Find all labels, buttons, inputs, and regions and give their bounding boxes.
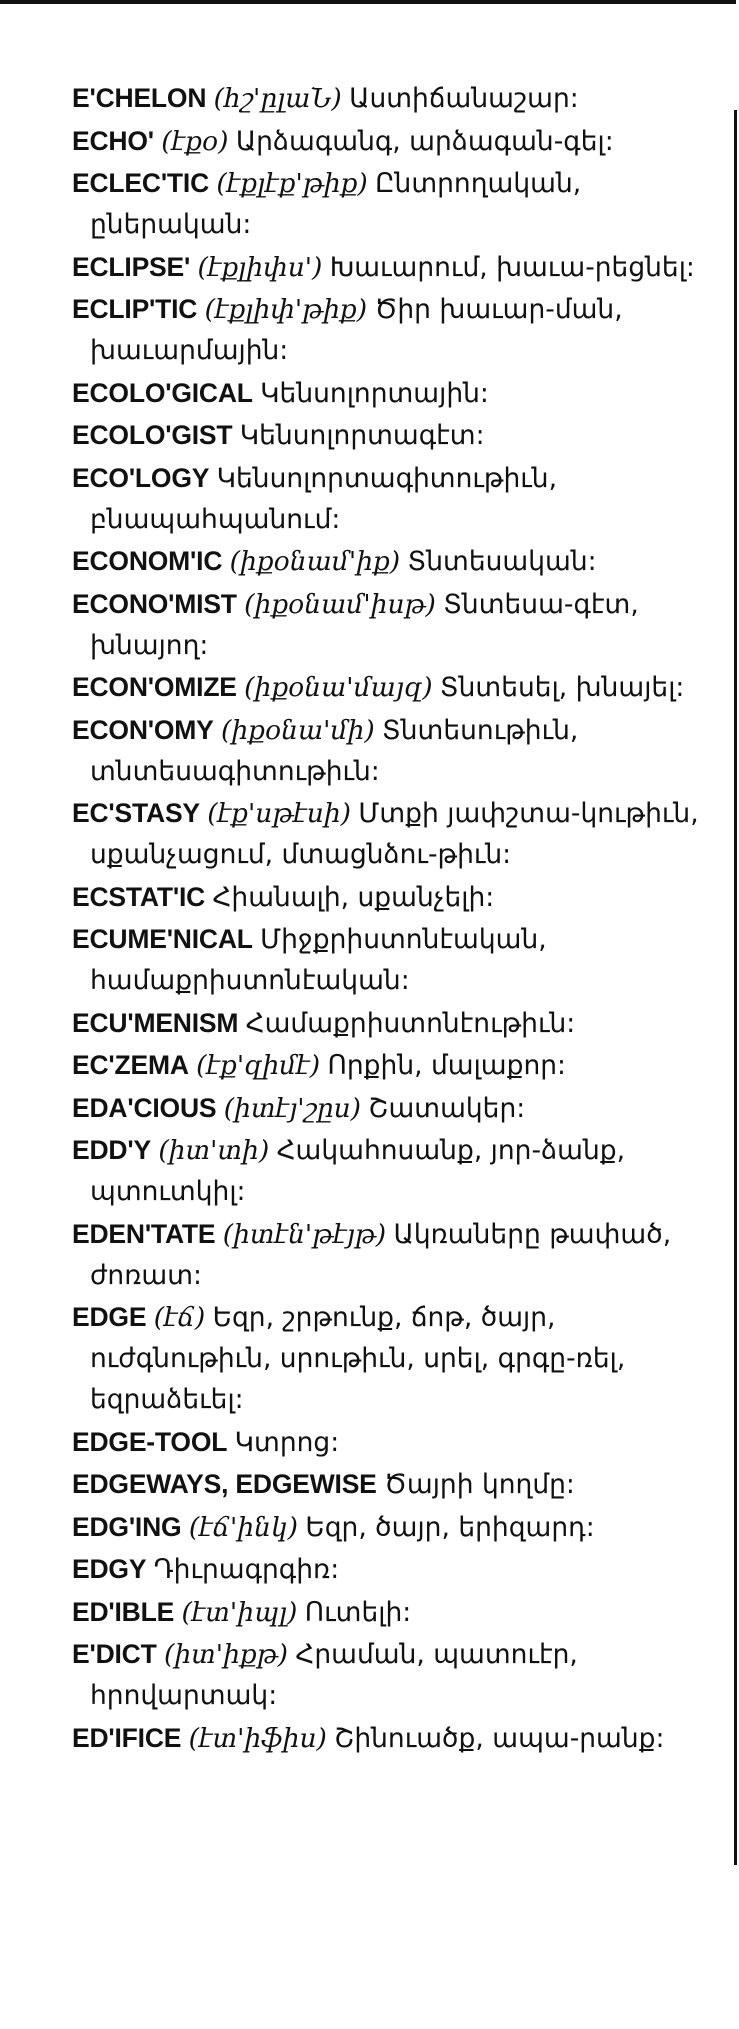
dictionary-entry bbox=[72, 458, 722, 540]
dictionary-entry bbox=[72, 919, 722, 1001]
pronunciation: (իտէյ'շըս) bbox=[223, 1092, 362, 1124]
definition: Կենսոլորտագիտութիւն, բնապահպանում: bbox=[90, 462, 558, 535]
definition: Հիանալի, սքանչելի: bbox=[212, 881, 495, 913]
pronunciation: (էք'զիմէ) bbox=[196, 1050, 321, 1081]
pronunciation: (իտէն'թէյթ) bbox=[222, 1218, 387, 1250]
headword: EDGE bbox=[72, 1302, 147, 1332]
definition: Ընտրողական, ըներական: bbox=[90, 168, 582, 240]
pronunciation: (իքօնամ'իսթ) bbox=[244, 588, 436, 620]
headword: EC'STASY bbox=[72, 798, 200, 828]
pronunciation: (էտ'իպլ) bbox=[181, 1596, 298, 1628]
dictionary-entry bbox=[72, 121, 722, 162]
definition: Համաքրիստոնէութիւն: bbox=[245, 1007, 576, 1039]
dictionary-entry bbox=[72, 289, 722, 371]
pronunciation: (հշ'ըլաՆ) bbox=[213, 83, 342, 114]
dictionary-entry bbox=[72, 541, 722, 582]
definition: Կտրոց: bbox=[234, 1426, 340, 1458]
dictionary-entry bbox=[72, 793, 722, 875]
headword: ECON'OMY bbox=[72, 714, 214, 745]
dictionary-entry bbox=[72, 1088, 722, 1129]
dictionary-entry bbox=[72, 1549, 722, 1590]
headword: ECU'MENISM bbox=[72, 1007, 239, 1038]
headword: ED'IBLE bbox=[72, 1596, 175, 1627]
dictionary-entry bbox=[72, 710, 722, 792]
dictionary-entry bbox=[72, 1634, 722, 1716]
definition: Շատակեր: bbox=[368, 1092, 526, 1124]
definition: Որքին, մալաքոր: bbox=[327, 1050, 566, 1081]
headword: ECLIP'TIC bbox=[72, 294, 198, 324]
pronunciation: (իքօնա'մայզ) bbox=[244, 672, 433, 703]
definition: Ակռաները թափած, ժոռատ: bbox=[90, 1218, 672, 1291]
definition: Շինուածք, ապա-րանք: bbox=[334, 1722, 665, 1754]
definition: Տնտեսա-գէտ, խնայող: bbox=[90, 588, 639, 661]
dictionary-entry bbox=[72, 373, 722, 414]
pronunciation: (էքլիփս') bbox=[197, 251, 323, 283]
definition: Հակահոսանք, յոր-ձանք, պտուտկիլ: bbox=[90, 1135, 626, 1207]
headword: ECOLO'GICAL bbox=[72, 377, 253, 408]
dictionary-entry bbox=[72, 1003, 722, 1044]
dictionary-entry bbox=[72, 1464, 722, 1505]
pronunciation: (իքօնամ'իք) bbox=[229, 546, 401, 577]
dictionary-entry bbox=[72, 163, 722, 245]
dictionary-entry bbox=[72, 1130, 722, 1212]
definition: Ծիր խաւար-ման, խաւարմային: bbox=[90, 294, 623, 366]
headword: EDEN'TATE bbox=[72, 1218, 216, 1249]
definition: Արձագանգ, արձագան-գել: bbox=[235, 125, 614, 157]
headword: ECOLO'GIST bbox=[72, 420, 233, 450]
pronunciation: (իտ'իքթ) bbox=[163, 1639, 289, 1670]
dictionary-entry bbox=[72, 1045, 722, 1086]
pronunciation: (էքլէք'թիք) bbox=[216, 168, 368, 199]
definition: Միջքրիստոնէական, համաքրիստոնէական: bbox=[90, 924, 547, 996]
dictionary-entries bbox=[72, 78, 722, 1760]
dictionary-entry bbox=[72, 1214, 722, 1296]
headword: E'DICT bbox=[72, 1639, 157, 1669]
pronunciation: (էք'սթէսի) bbox=[207, 798, 352, 829]
headword: ECO'LOGY bbox=[72, 462, 210, 493]
dictionary-entry bbox=[72, 1507, 722, 1548]
headword: EDGY bbox=[72, 1554, 147, 1584]
headword: ECLEC'TIC bbox=[72, 168, 210, 198]
dictionary-entry bbox=[72, 78, 722, 119]
headword: ECLIPSE' bbox=[72, 251, 191, 282]
dictionary-entry bbox=[72, 1297, 722, 1420]
dictionary-entry bbox=[72, 1422, 722, 1463]
headword: EDA'CIOUS bbox=[72, 1092, 217, 1123]
headword: ECHO' bbox=[72, 125, 154, 156]
dictionary-entry bbox=[72, 584, 722, 666]
dictionary-entry bbox=[72, 247, 722, 288]
headword: ECONO'MIST bbox=[72, 588, 237, 619]
definition: Ուտելի: bbox=[304, 1596, 412, 1628]
headword: ED'IFICE bbox=[72, 1722, 182, 1753]
headword: EDGEWAYS, EDGEWISE bbox=[72, 1469, 377, 1499]
definition: Տնտեսութիւն, տնտեսագիտութիւն: bbox=[90, 714, 579, 787]
column-rule bbox=[734, 110, 737, 1865]
pronunciation: (իքօնա'մի) bbox=[221, 714, 375, 746]
headword: EDGE-TOOL bbox=[72, 1426, 228, 1457]
definition: Եզր, շրթունք, ճոթ, ծայր, ուժգնութիւն, սրութիւն, սրել, գրգը-ռել, եզրաձեւել: bbox=[90, 1302, 626, 1415]
headword: E'CHELON bbox=[72, 83, 207, 113]
pronunciation: (իտ'տի) bbox=[158, 1135, 270, 1166]
headword: ECSTAT'IC bbox=[72, 881, 206, 912]
dictionary-entry bbox=[72, 877, 722, 918]
top-rule bbox=[0, 0, 736, 4]
definition: Եզր, ծայր, երիզարդ: bbox=[305, 1511, 595, 1543]
headword: EDG'ING bbox=[72, 1511, 182, 1542]
pronunciation: (էքօ) bbox=[161, 125, 229, 157]
definition: Աստիճանաշար: bbox=[349, 83, 579, 114]
dictionary-entry bbox=[72, 415, 722, 456]
headword: ECON'OMIZE bbox=[72, 672, 237, 702]
dictionary-entry bbox=[72, 1592, 722, 1633]
headword: EDD'Y bbox=[72, 1135, 151, 1165]
definition: Կենսոլորտային: bbox=[260, 377, 489, 409]
headword: ECONOM'IC bbox=[72, 546, 223, 576]
definition: Տնտեսել, խնայել: bbox=[439, 672, 685, 703]
dictionary-entry bbox=[72, 1718, 722, 1759]
pronunciation: (էճ) bbox=[153, 1302, 206, 1333]
definition: Կենսոլորտագէտ: bbox=[239, 420, 485, 451]
definition: Խաւարում, խաւա-րեցնել: bbox=[329, 251, 695, 283]
headword: EC'ZEMA bbox=[72, 1050, 189, 1080]
definition: Հրաման, պատուէր, հրովարտակ: bbox=[90, 1639, 578, 1711]
definition: Դիւրագրգիռ: bbox=[153, 1554, 340, 1585]
definition: Տնտեսական: bbox=[407, 546, 597, 577]
pronunciation: (էճ'ինկ) bbox=[188, 1511, 298, 1543]
dictionary-entry bbox=[72, 667, 722, 708]
headword: ECUME'NICAL bbox=[72, 924, 253, 954]
definition: Ծայրի կողմը: bbox=[384, 1469, 575, 1500]
pronunciation: (էքլիփ'թիք) bbox=[204, 294, 368, 325]
definition: Մտքի յափշտա-կութիւն, սքանչացում, մտացնձու-թիւն: bbox=[90, 798, 699, 870]
pronunciation: (էտ'իֆիս) bbox=[188, 1722, 327, 1754]
